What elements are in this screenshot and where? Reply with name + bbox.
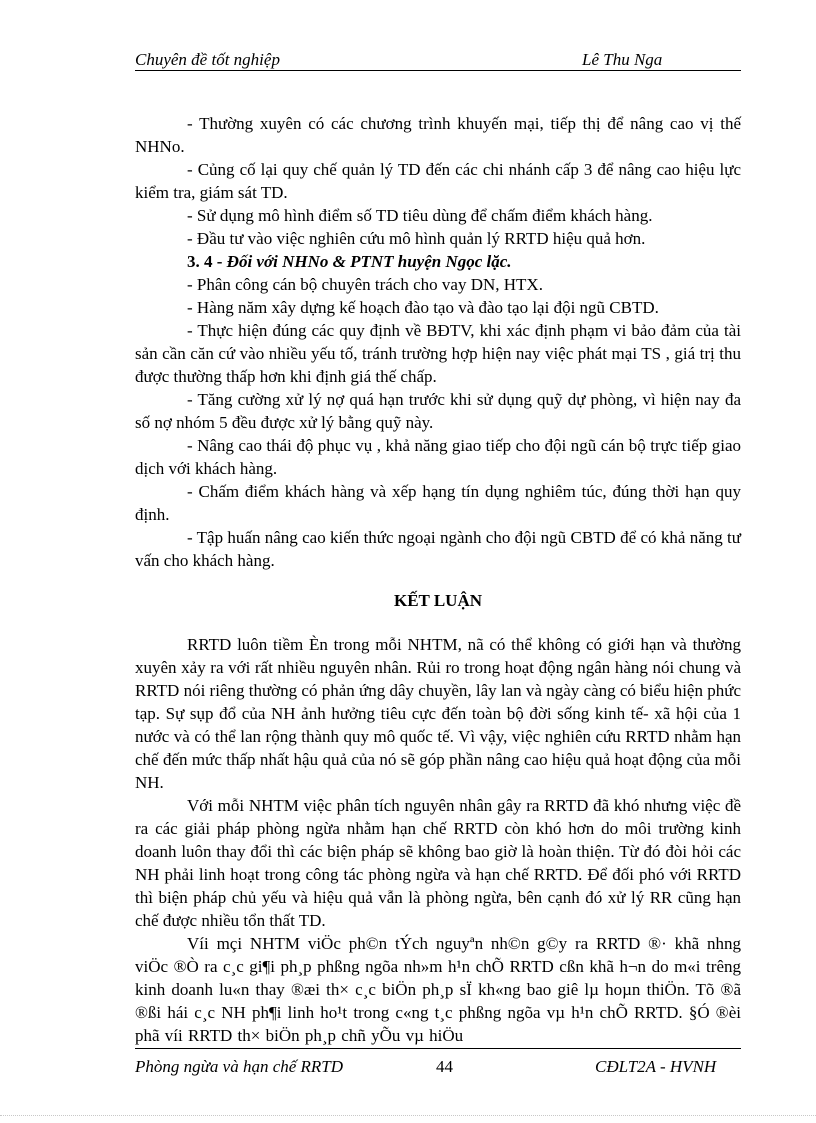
bullet-paragraph: - Thực hiện đúng các quy định về BĐTV, khi xác định phạm vi bảo đảm của tài sản cần căn cứ vào nhiều yếu tố, tránh trường hợp hiện nay việc phát mại TS , giá trị thu được thường thấp hơn khi định giá thế chấp. (135, 321, 741, 386)
header-document-type: Chuyên đề tốt nghiệp (135, 50, 280, 69)
bullet-paragraph: - Tập huấn nâng cao kiến thức ngoại ngành cho đội ngũ CBTD để có khả năng tư vấn cho khách hàng. (135, 528, 741, 570)
bullet-paragraph: - Chấm điểm khách hàng và xếp hạng tín dụng nghiêm túc, đúng thời hạn quy định. (135, 482, 741, 524)
bullet-paragraph: - Hàng năm xây dựng kế hoạch đào tạo và đào tạo lại đội ngũ CBTD. (187, 298, 659, 317)
conclusion-paragraph: Với mỗi NHTM việc phân tích nguyên nhân gây ra RRTD đã khó nhưng việc đề ra các giải pháp phòng ngừa nhằm hạn chế RRTD còn khó hơn do môi trường kinh doanh luôn thay đổi thì các biện pháp sẽ không bao giờ là hoàn thiện. Từ đó đòi hỏi các NH phải linh hoạt trong công tác phòng ngừa và hạn chế RRTD. Để đối phó với RRTD thì biện pháp chủ yếu và hiệu quả vẫn là phòng ngừa, bên cạnh đó xử lý RR cũng hạn chế được nhiều tổn thất TD. (135, 796, 741, 930)
section-number: 3. 4 - (187, 252, 223, 271)
bullet-paragraph: - Đầu tư vào việc nghiên cứu mô hình quản lý RRTD hiệu quả hơn. (187, 229, 646, 248)
bullet-paragraph: - Sử dụng mô hình điểm số TD tiêu dùng để chấm điểm khách hàng. (187, 206, 653, 225)
page-body (135, 112, 741, 1047)
conclusion-paragraph-garbled: Víi mçi NHTM viÖc ph©n tÝch nguyªn nh©n g©y ra RRTD ®· khã nhng viÖc ®Ò ra c¸c gi¶i ph¸p phßng ngõa nh»m h¹n chÕ RRTD cßn khã h¬n do m«i trêng kinh doanh lu«n thay ®æi th× c¸c biÖn ph¸p sÏ kh«ng bao giê lµ hoµn thiÖn. Tõ ®ã ®ßi hái c¸c NH ph¶i linh ho¹t trong c«ng t¸c phßng ngõa vµ h¹n chÕ RRTD. §Ó ®èi phã víi RRTD th× biÖn ph¸p chñ yÕu vµ hiÖu (135, 934, 741, 1045)
footer-topic: Phòng ngừa và hạn chế RRTD (135, 1057, 344, 1076)
page-bottom-divider (0, 1115, 816, 1116)
conclusion-title: KẾT LUẬN (393, 591, 482, 610)
bullet-paragraph: - Tăng cường xử lý nợ quá hạn trước khi sử dụng quỹ dự phòng, vì hiện nay đa số nợ nhóm 5 đều được xử lý bằng quỹ này. (135, 390, 741, 432)
footer-class: CĐLT2A - HVNH (595, 1057, 717, 1076)
bullet-paragraph: - Phân công cán bộ chuyên trách cho vay DN, HTX. (187, 275, 543, 294)
section-title: Đối với NHNo & PTNT huyện Ngọc lặc. (226, 252, 512, 271)
page-footer (135, 1048, 741, 1079)
section-heading (135, 250, 741, 273)
bullet-paragraph: - Củng cố lại quy chế quản lý TD đến các chi nhánh cấp 3 để nâng cao hiệu lực kiểm tra, giám sát TD. (135, 160, 741, 202)
page-number: 44 (436, 1057, 453, 1076)
bullet-paragraph: - Thường xuyên có các chương trình khuyến mại, tiếp thị để nâng cao vị thế NHNo. (135, 114, 741, 156)
page-header (135, 50, 741, 71)
conclusion-paragraph: RRTD luôn tiềm Èn trong mỗi NHTM, nã có thể không có giới hạn và thường xuyên xảy ra với rất nhiều nguyên nhân. Rủi ro trong hoạt động ngân hàng nói chung và RRTD nói riêng thường có phản ứng dây chuyền, lây lan và ngày càng có biểu hiện phức tạp. Sự sụp đổ của NH ảnh hưởng tiêu cực đến toàn bộ đời sống kinh tế- xã hội của 1 nước và có thể lan rộng thành quy mô quốc tế. Vì vậy, việc nghiên cứu RRTD nhằm hạn chế đến mức thấp nhất hậu quả của nó sẽ góp phần nâng cao hiệu quả hoạt động của mỗi NH. (135, 635, 741, 792)
bullet-paragraph: - Nâng cao thái độ phục vụ , khả năng giao tiếp cho đội ngũ cán bộ trực tiếp giao dịch với khách hàng. (135, 436, 741, 478)
header-author: Lê Thu Nga (582, 50, 663, 69)
